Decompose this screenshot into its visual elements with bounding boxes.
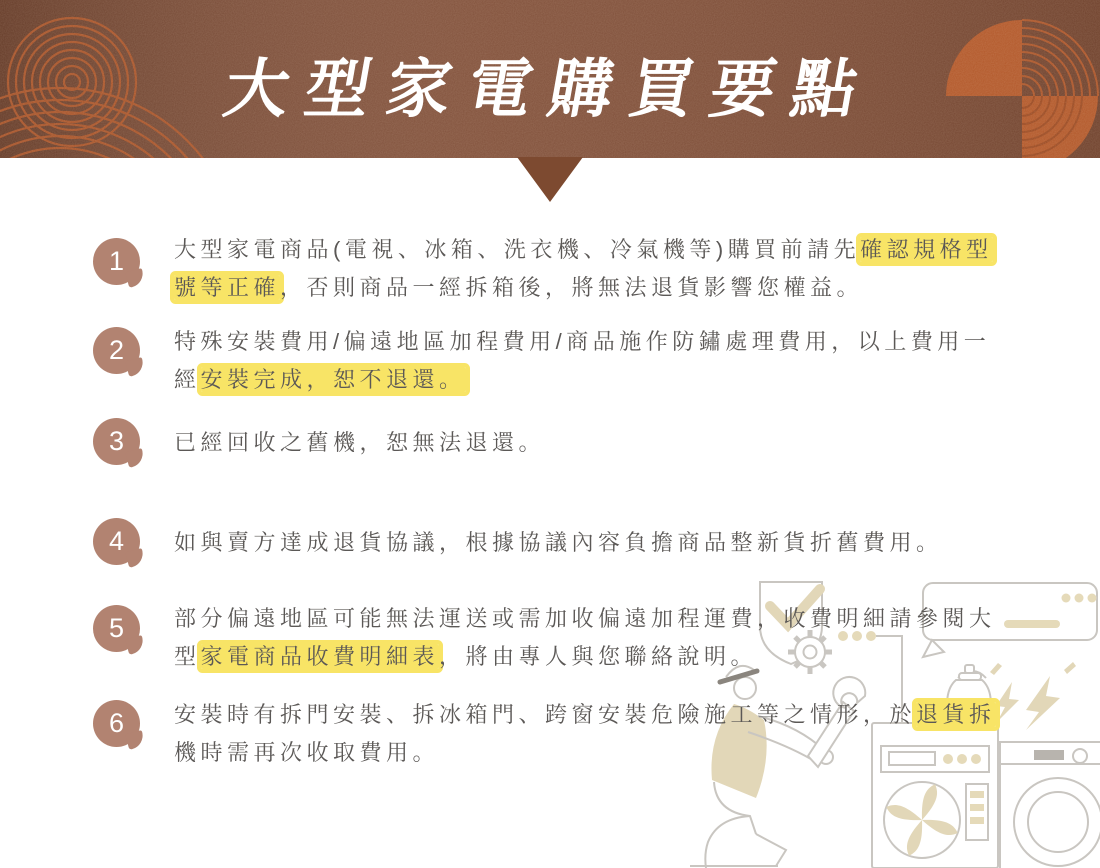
text-line: 大型家電商品(電視、冰箱、洗衣機、冷氣機等)購買前請先確認規格型 — [174, 237, 993, 262]
highlighted-text: 確認規格型 — [860, 237, 993, 262]
item-5-text — [174, 600, 996, 676]
item-6-text — [174, 696, 996, 772]
item-6-badge: 6 — [93, 700, 140, 747]
text-line: 安裝時有拆門安裝、拆冰箱門、跨窗安裝危險施工等之情形，於退貨拆 — [174, 702, 996, 727]
text-line: 號等正確，否則商品一經拆箱後，將無法退貨影響您權益。 — [174, 275, 864, 300]
item-4-text — [174, 524, 943, 562]
item-4-badge: 4 — [93, 518, 140, 565]
item-3-badge: 3 — [93, 418, 140, 465]
text-line: 特殊安裝費用/偏遠地區加程費用/商品施作防鏽處理費用，以上費用一 — [174, 329, 991, 354]
text-line: 經安裝完成，恕不退還。 — [174, 367, 466, 392]
item-2-badge: 2 — [93, 327, 140, 374]
text-line: 機時需再次收取費用。 — [174, 740, 440, 765]
highlighted-text: 號等正確 — [174, 275, 281, 300]
highlighted-text: 退貨拆 — [916, 702, 996, 727]
item-5-badge: 5 — [93, 605, 140, 652]
highlighted-text: 家電商品收費明細表 — [200, 644, 440, 669]
text-line: 如與賣方達成退貨協議，根據協議內容負擔商品整新貨折舊費用。 — [174, 530, 943, 555]
item-3-text — [174, 424, 545, 462]
lightning-bolts-icon — [990, 662, 1076, 730]
item-2-text — [174, 323, 990, 399]
text-line: 部分偏遠地區可能無法運送或需加收偏遠加程運費，收費明細請參閱大 — [174, 606, 996, 631]
header-banner — [0, 0, 1100, 158]
text-line: 已經回收之舊機，恕無法退還。 — [174, 430, 546, 455]
highlighted-text: 安裝完成，恕不退還。 — [200, 367, 466, 392]
item-1-badge: 1 — [93, 238, 140, 285]
washing-machine-icon — [1000, 742, 1100, 868]
text-line: 型家電商品收費明細表，將由專人與您聯絡說明。 — [174, 644, 758, 669]
banner-pointer — [517, 157, 583, 202]
item-1-text — [174, 231, 993, 307]
page-title: 大型家電購買要點 — [218, 53, 880, 125]
